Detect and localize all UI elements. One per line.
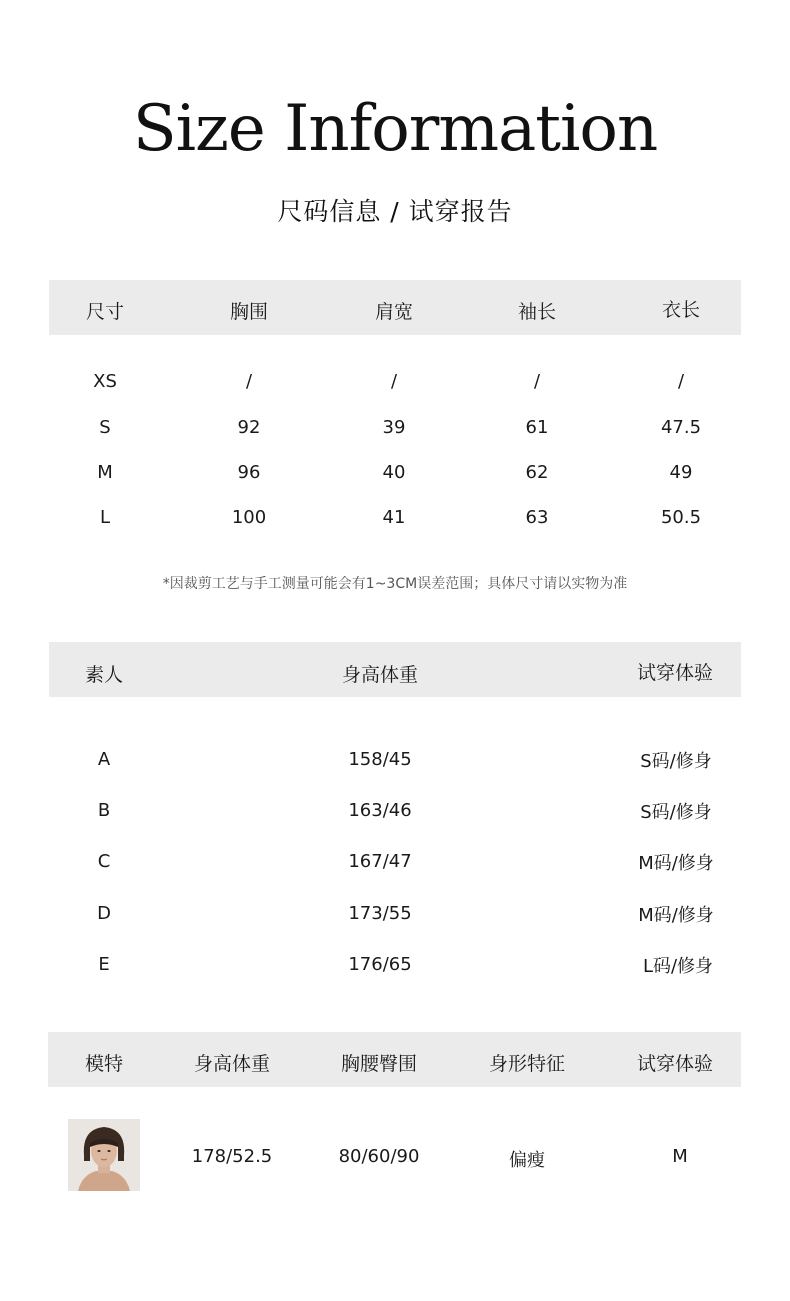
- fit-header-height-weight: 身高体重: [341, 664, 419, 686]
- model-height-weight-cell: 178/52.5: [191, 1146, 273, 1167]
- person-cell: E: [98, 954, 110, 975]
- shoulder-cell: /: [390, 371, 398, 392]
- page-title: Size Information: [132, 92, 658, 166]
- fit-cell: L码/修身: [642, 956, 714, 977]
- model-header-model: 模特: [84, 1053, 124, 1075]
- length-cell: 47.5: [660, 417, 702, 438]
- fit-header-person: 素人: [84, 664, 124, 686]
- model-header-measurements: 胸腰臀围: [340, 1053, 418, 1075]
- chest-cell: /: [245, 371, 253, 392]
- height-weight-cell: 158/45: [348, 749, 412, 770]
- model-portrait-icon: [68, 1119, 140, 1191]
- fit-cell: S码/修身: [640, 751, 712, 772]
- length-cell: 50.5: [660, 507, 702, 528]
- sleeve-cell: 61: [525, 417, 549, 438]
- fit-cell: M码/修身: [638, 853, 714, 874]
- height-weight-cell: 163/46: [348, 800, 412, 821]
- fit-header-fit: 试穿体验: [636, 662, 714, 684]
- shoulder-cell: 41: [382, 507, 406, 528]
- sleeve-cell: 63: [525, 507, 549, 528]
- model-header-height-weight: 身高体重: [193, 1053, 271, 1075]
- person-cell: C: [97, 851, 111, 872]
- chest-cell: 100: [231, 507, 267, 528]
- model-body-type-cell: 偏瘦: [509, 1150, 545, 1171]
- shoulder-cell: 40: [382, 462, 406, 483]
- height-weight-cell: 173/55: [348, 903, 412, 924]
- model-header-fit: 试穿体验: [636, 1053, 714, 1075]
- sleeve-cell: /: [533, 371, 541, 392]
- sleeve-cell: 62: [525, 462, 549, 483]
- model-header-body-type: 身形特征: [488, 1053, 566, 1075]
- page-subtitle: 尺码信息 / 试穿报告: [277, 197, 513, 226]
- size-header-chest: 胸围: [229, 301, 269, 323]
- length-cell: 49: [669, 462, 693, 483]
- height-weight-cell: 176/65: [348, 954, 412, 975]
- size-cell: L: [99, 507, 111, 528]
- size-header-shoulder: 肩宽: [374, 301, 414, 323]
- size-header-sleeve: 袖长: [517, 301, 557, 323]
- fit-cell: M码/修身: [638, 905, 714, 926]
- chest-cell: 96: [237, 462, 261, 483]
- height-weight-cell: 167/47: [348, 851, 412, 872]
- person-cell: A: [97, 749, 111, 770]
- fit-cell: S码/修身: [640, 802, 712, 823]
- size-cell: M: [97, 462, 113, 483]
- length-cell: /: [677, 371, 685, 392]
- shoulder-cell: 39: [382, 417, 406, 438]
- model-measurements-cell: 80/60/90: [338, 1146, 420, 1167]
- person-cell: B: [97, 800, 111, 821]
- size-header-size: 尺寸: [85, 301, 125, 323]
- size-cell: S: [99, 417, 111, 438]
- size-cell: XS: [93, 371, 117, 392]
- person-cell: D: [97, 903, 111, 924]
- size-header-length: 衣长: [661, 299, 701, 321]
- measurement-note: *因裁剪工艺与手工测量可能会有1~3CM误差范围；具体尺寸请以实物为准: [162, 576, 628, 592]
- model-fit-cell: M: [672, 1146, 688, 1167]
- chest-cell: 92: [237, 417, 261, 438]
